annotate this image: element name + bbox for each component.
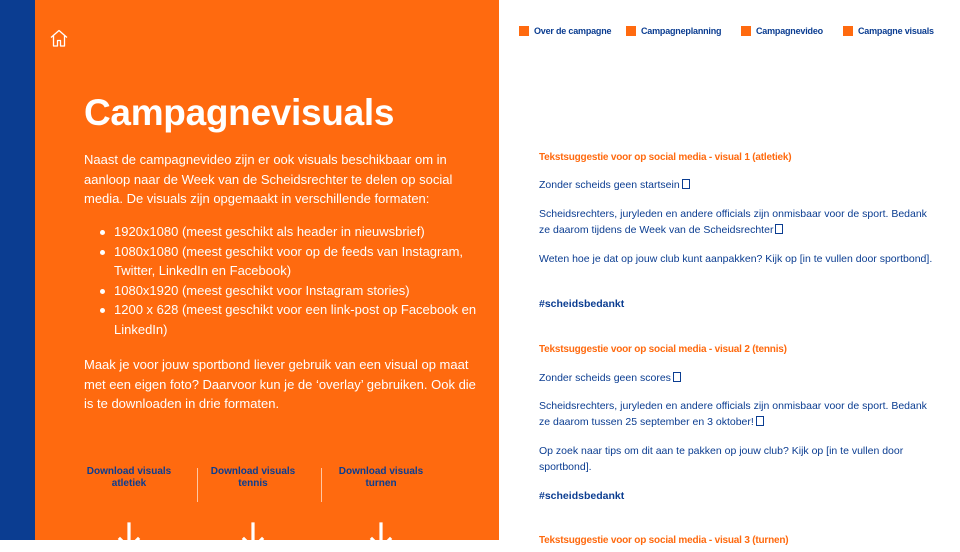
suggestion-paragraph: Scheidsrechters, juryleden en andere officials zijn onmisbaar voor de sport. Bedank ze daarom tijdens de Week van de Scheidsrechter xyxy=(539,208,927,236)
nav-campagneplanning[interactable] xyxy=(626,26,721,36)
download-turnen-button[interactable] xyxy=(326,466,436,552)
download-label: Download visuals xyxy=(210,466,296,477)
nav-label: Over de campagne xyxy=(534,26,612,36)
suggestion-paragraph: Weten hoe je dat op jouw club kunt aanpakken? Kijk op [in te vullen door sportbond]. xyxy=(539,253,933,265)
suggestion-heading: Tekstsuggestie voor op social media - visual 2 (tennis) xyxy=(539,344,787,355)
download-section xyxy=(35,466,499,540)
download-tennis-button[interactable] xyxy=(198,466,308,552)
suggestion-paragraph: Scheidsrechters, juryleden en andere officials zijn onmisbaar voor de sport. Bedank ze daarom tussen 25 september en 3 oktober! xyxy=(539,400,927,428)
emoji-placeholder-icon xyxy=(682,179,690,189)
page-title: Campagnevisuals xyxy=(84,92,395,133)
download-label: atletiek xyxy=(111,478,147,489)
top-navigation xyxy=(519,26,949,42)
suggestion-line: Zonder scheids geen scores xyxy=(539,370,934,386)
suggestion-heading: Tekstsuggestie voor op social media - visual 1 (atletiek) xyxy=(539,152,792,163)
left-color-strip xyxy=(0,0,35,540)
down-arrow-icon xyxy=(241,522,265,552)
nav-over-de-campagne[interactable] xyxy=(519,26,611,36)
intro-text: Naast de campagnevideo zijn er ook visuals beschikbaar om in aanloop naar de Week van de Scheidsrechter te delen op social media. De visuals zijn opgemaakt in verschillende formaten: xyxy=(84,152,453,206)
overlay-text: Maak je voor jouw sportbond liever gebruik van een visual op maat met een eigen foto? Daarvoor kun je de ‘overlay’ gebruiken. Ook die is te downloaden in drie formaten. xyxy=(84,357,476,411)
nav-square-icon xyxy=(741,26,751,36)
hashtag: #scheidsbedankt xyxy=(539,490,625,502)
nav-campagne-visuals[interactable] xyxy=(843,26,934,36)
format-item: 1920x1080 (meest geschikt als header in nieuwsbrief) xyxy=(98,222,488,242)
format-list xyxy=(98,222,488,339)
suggestion-heading: Tekstsuggestie voor op social media - visual 3 (turnen) xyxy=(539,535,789,546)
download-label: Download visuals xyxy=(86,466,172,477)
format-item: 1200 x 628 (meest geschikt voor een link-post op Facebook en LinkedIn) xyxy=(98,300,488,339)
nav-square-icon xyxy=(519,26,529,36)
nav-campagnevideo[interactable] xyxy=(741,26,823,36)
download-label: tennis xyxy=(238,478,268,489)
nav-label: Campagneplanning xyxy=(641,26,722,36)
down-arrow-icon xyxy=(117,522,141,552)
download-atletiek-button[interactable] xyxy=(74,466,184,552)
home-icon[interactable] xyxy=(49,28,69,48)
download-label: turnen xyxy=(365,478,397,489)
nav-label: Campagnevideo xyxy=(756,26,823,36)
nav-square-icon xyxy=(843,26,853,36)
format-item: 1080x1080 (meest geschikt voor op de feeds van Instagram, Twitter, LinkedIn en Facebook) xyxy=(98,242,488,281)
nav-square-icon xyxy=(626,26,636,36)
hashtag: #scheidsbedankt xyxy=(539,298,625,310)
download-label: Download visuals xyxy=(338,466,424,477)
download-divider xyxy=(321,468,322,502)
down-arrow-icon xyxy=(369,522,393,552)
nav-label: Campagne visuals xyxy=(858,26,934,36)
emoji-placeholder-icon xyxy=(673,372,681,382)
content-panel xyxy=(35,0,499,540)
suggestion-paragraph: Op zoek naar tips om dit aan te pakken op jouw club? Kijk op [in te vullen door sportbond]. xyxy=(539,445,904,473)
suggestion-line: Zonder scheids geen startsein xyxy=(539,177,934,193)
emoji-placeholder-icon xyxy=(775,224,783,234)
emoji-placeholder-icon xyxy=(756,416,764,426)
format-item: 1080x1920 (meest geschikt voor Instagram stories) xyxy=(98,281,488,301)
